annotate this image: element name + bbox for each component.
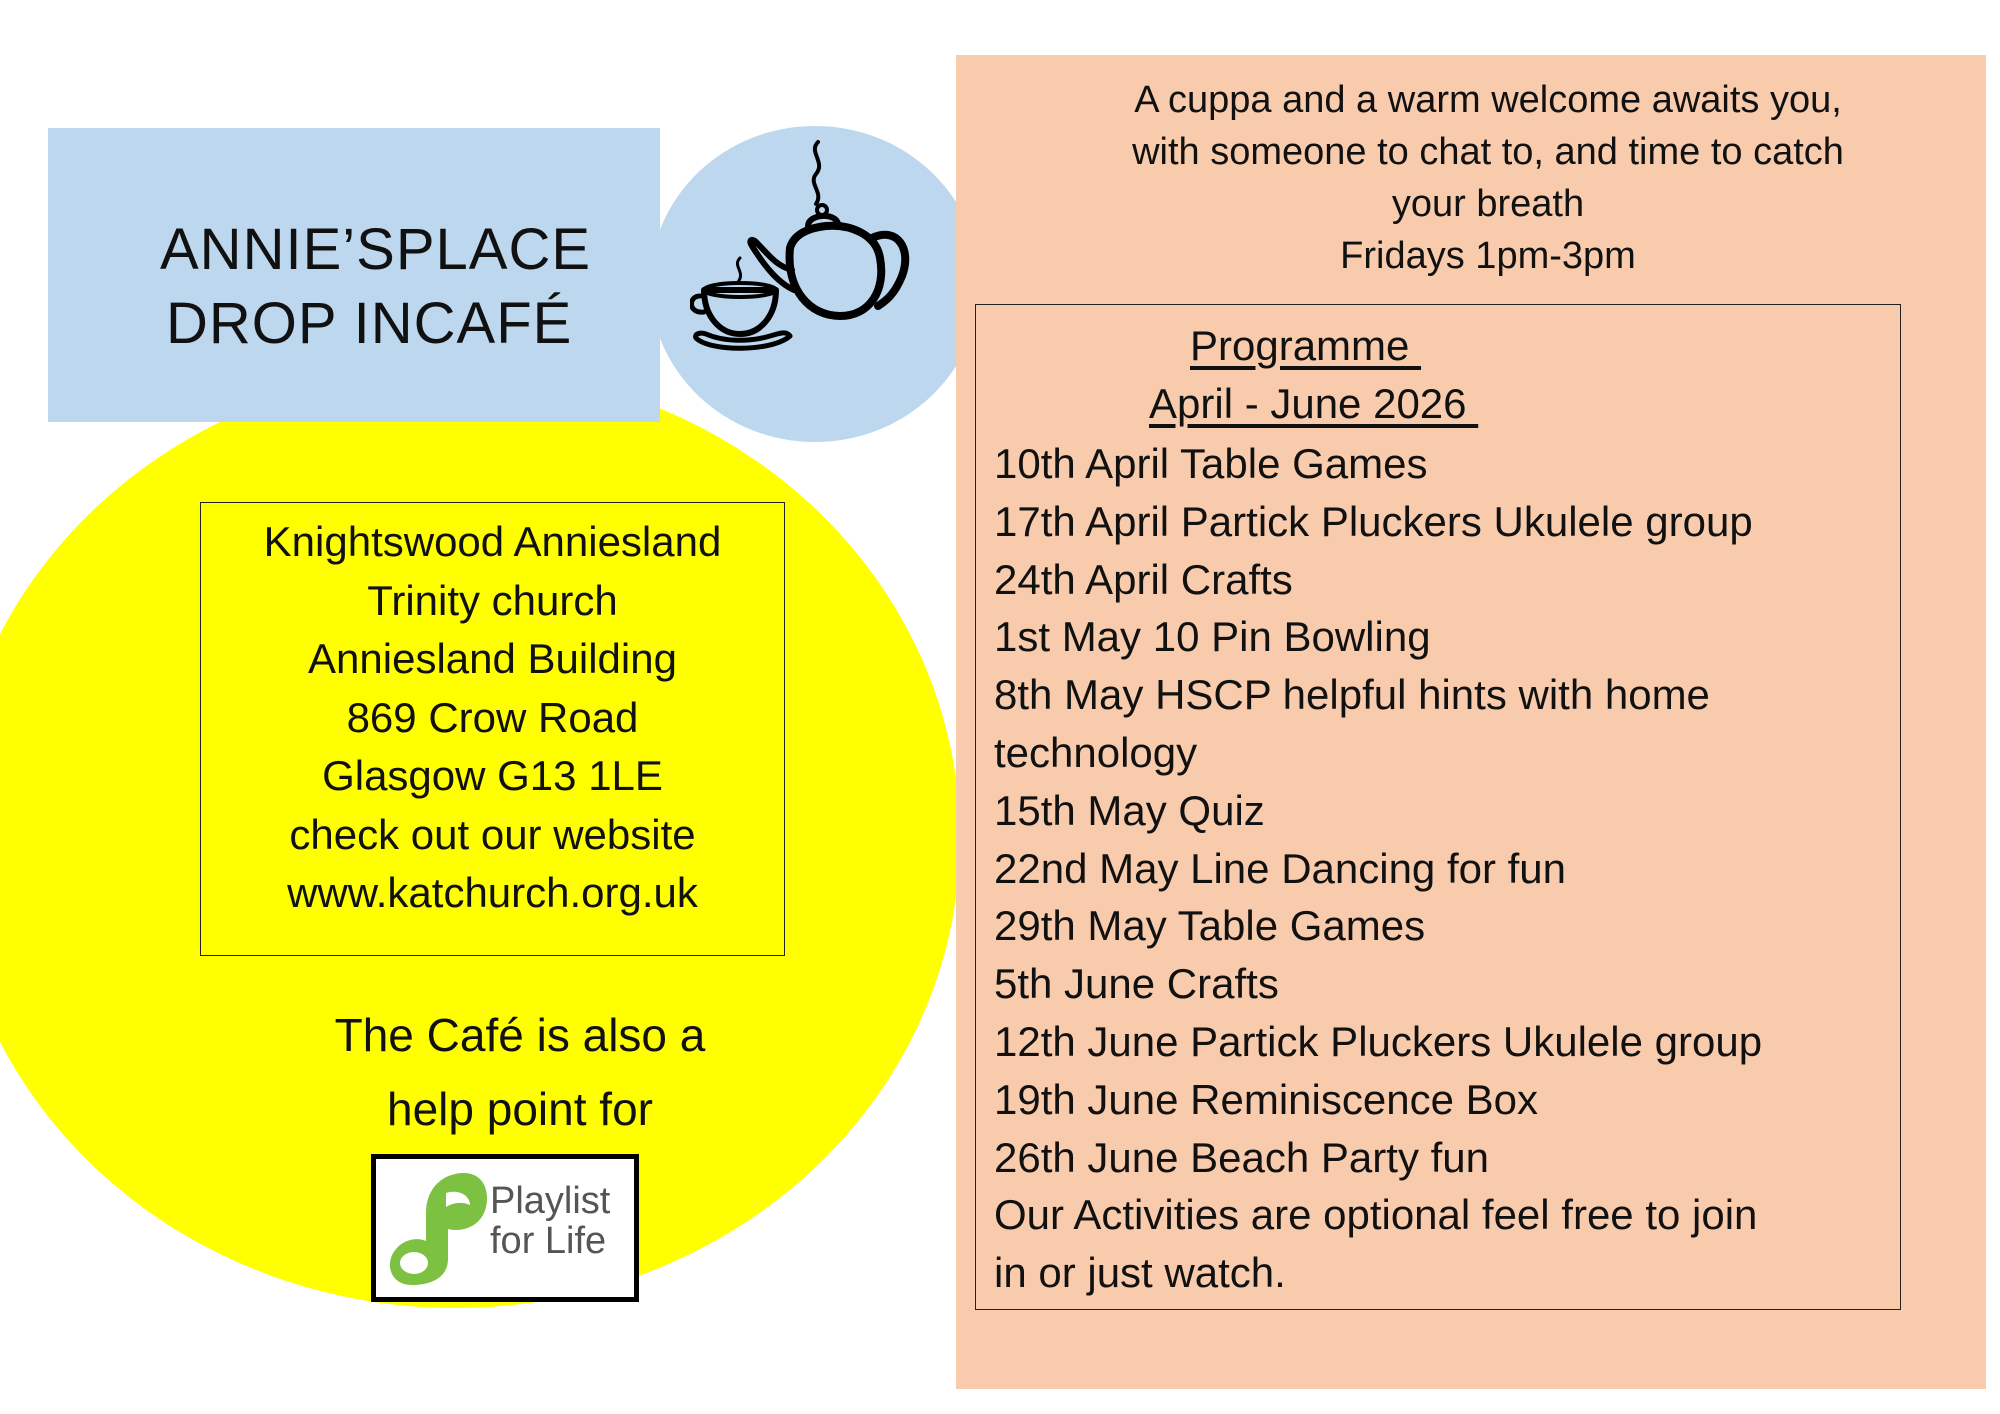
- programme-item: 26th June Beach Party fun: [994, 1133, 1489, 1181]
- programme-item: 19th June Reminiscence Box: [994, 1075, 1538, 1123]
- address-line: Trinity church: [367, 576, 618, 624]
- title-line-2: DROP INCAFÉ: [166, 291, 573, 356]
- programme-item: 17th April Partick Pluckers Ukulele group: [994, 497, 1753, 545]
- programme-item: 10th April Table Games: [994, 440, 1428, 487]
- playlist-logo-text: [490, 1181, 610, 1261]
- programme-item: 12th June Partick Pluckers Ukulele group: [994, 1017, 1763, 1065]
- opening-hours: Fridays 1pm-3pm: [1340, 235, 1636, 277]
- programme-box: [975, 304, 1901, 1310]
- programme-note: in or just watch.: [994, 1249, 1286, 1297]
- address-line: Knightswood Anniesland: [263, 518, 722, 565]
- help-point-line-1: The Café is also a: [334, 1009, 706, 1061]
- welcome-text: [1048, 74, 1928, 282]
- programme-note: Our Activities are optional feel free to join: [994, 1191, 1758, 1239]
- programme-item: 22nd May Line Dancing for fun: [994, 844, 1567, 892]
- playlist-note-icon: [382, 1167, 492, 1293]
- teapot-and-cup-icon: [690, 130, 920, 360]
- programme-item: 5th June Crafts: [994, 960, 1279, 1008]
- address-box: [200, 502, 785, 956]
- programme-item: technology: [994, 728, 1198, 776]
- help-point-text: [270, 998, 770, 1146]
- playlist-logo-line-1: Playlist: [490, 1180, 611, 1222]
- programme-item: 24th April Crafts: [994, 555, 1293, 603]
- address-line: check out our website: [289, 810, 696, 858]
- programme-item: 8th May HSCP helpful hints with home: [994, 671, 1710, 719]
- welcome-line-3: your breath: [1391, 183, 1585, 225]
- programme-item: 1st May 10 Pin Bowling: [994, 613, 1431, 661]
- address-line: Anniesland Building: [308, 635, 677, 682]
- address-line: 869 Crow Road: [346, 693, 639, 741]
- welcome-line-1: A cuppa and a warm welcome awaits you,: [1134, 79, 1842, 121]
- programme-period: April - June 2026: [1149, 380, 1479, 427]
- welcome-line-2: with someone to chat to, and time to catch: [1132, 131, 1844, 173]
- programme-heading: Programme: [1190, 322, 1422, 369]
- programme-item: 15th May Quiz: [994, 786, 1265, 834]
- help-point-line-2: help point for: [387, 1083, 653, 1135]
- address-line: Glasgow G13 1LE: [322, 752, 663, 799]
- title-box: [48, 128, 660, 422]
- programme-list: [994, 435, 1762, 1302]
- website-link[interactable]: www.katchurch.org.uk: [287, 869, 698, 916]
- playlist-for-life-logo: [371, 1154, 639, 1302]
- playlist-logo-line-2: for Life: [490, 1220, 607, 1262]
- programme-item: 29th May Table Games: [994, 902, 1426, 950]
- title-line-1: ANNIE’SPLACE: [160, 217, 592, 282]
